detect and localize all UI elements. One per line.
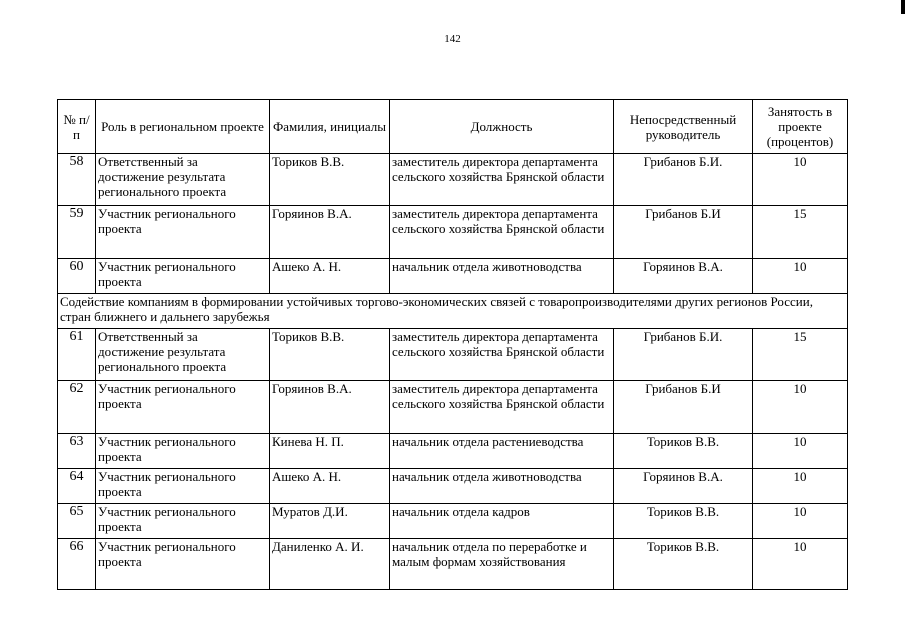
cell-role: Участник регионального проекта [96, 469, 270, 504]
table-row [58, 434, 848, 469]
cell-manager: Ториков В.В. [614, 539, 753, 590]
cell-num: 58 [58, 154, 96, 206]
cell-name: Ториков В.В. [270, 154, 390, 206]
table-row [58, 259, 848, 294]
header-load: Занятость в проекте (процентов) [753, 100, 848, 154]
table-header-row [58, 100, 848, 154]
table-row [58, 206, 848, 259]
cell-load: 10 [753, 469, 848, 504]
header-num: № п/п [58, 100, 96, 154]
cell-position: начальник отдела животноводства [390, 259, 614, 294]
cell-load: 10 [753, 154, 848, 206]
cell-position: заместитель директора департамента сельского хозяйства Брянской области [390, 206, 614, 259]
cell-num: 59 [58, 206, 96, 259]
cell-num: 66 [58, 539, 96, 590]
table-row [58, 469, 848, 504]
section-title: Содействие компаниям в формировании устойчивых торгово-экономических связей с товаропроизводителями других регионов России, стран ближнего и дальнего зарубежья [58, 294, 848, 329]
cell-position: заместитель директора департамента сельского хозяйства Брянской области [390, 154, 614, 206]
cell-name: Ашеко А. Н. [270, 259, 390, 294]
table-row [58, 381, 848, 434]
section-header-row [58, 294, 848, 329]
cell-position: начальник отдела кадров [390, 504, 614, 539]
cell-name: Даниленко А. И. [270, 539, 390, 590]
cell-num: 64 [58, 469, 96, 504]
cell-manager: Грибанов Б.И [614, 381, 753, 434]
cell-manager: Грибанов Б.И [614, 206, 753, 259]
cell-role: Ответственный за достижение результата регионального проекта [96, 154, 270, 206]
cell-name: Ториков В.В. [270, 329, 390, 381]
table-row [58, 504, 848, 539]
cell-role: Участник регионального проекта [96, 206, 270, 259]
cell-role: Участник регионального проекта [96, 539, 270, 590]
cell-manager: Горяинов В.А. [614, 469, 753, 504]
table-row [58, 539, 848, 590]
cell-load: 10 [753, 259, 848, 294]
cell-load: 15 [753, 206, 848, 259]
cell-name: Ашеко А. Н. [270, 469, 390, 504]
cell-num: 63 [58, 434, 96, 469]
table-row [58, 154, 848, 206]
cell-position: заместитель директора департамента сельского хозяйства Брянской области [390, 381, 614, 434]
page-number: 142 [444, 33, 461, 45]
cell-role: Участник регионального проекта [96, 259, 270, 294]
cell-manager: Грибанов Б.И. [614, 329, 753, 381]
cell-name: Горяинов В.А. [270, 206, 390, 259]
cell-position: начальник отдела животноводства [390, 469, 614, 504]
cell-load: 10 [753, 539, 848, 590]
cell-load: 10 [753, 504, 848, 539]
cell-role: Участник регионального проекта [96, 434, 270, 469]
cell-position: начальник отдела растениеводства [390, 434, 614, 469]
cell-num: 60 [58, 259, 96, 294]
cell-num: 61 [58, 329, 96, 381]
cell-name: Муратов Д.И. [270, 504, 390, 539]
cell-manager: Горяинов В.А. [614, 259, 753, 294]
cell-role: Ответственный за достижение результата регионального проекта [96, 329, 270, 381]
cell-role: Участник регионального проекта [96, 504, 270, 539]
cell-num: 65 [58, 504, 96, 539]
cell-manager: Ториков В.В. [614, 504, 753, 539]
page-edge-mark [901, 0, 905, 14]
cell-load: 15 [753, 329, 848, 381]
header-name: Фамилия, инициалы [270, 100, 390, 154]
header-manager: Непосредственный руководитель [614, 100, 753, 154]
cell-manager: Ториков В.В. [614, 434, 753, 469]
cell-manager: Грибанов Б.И. [614, 154, 753, 206]
project-roles-table [57, 99, 848, 590]
cell-role: Участник регионального проекта [96, 381, 270, 434]
header-position: Должность [390, 100, 614, 154]
table-row [58, 329, 848, 381]
cell-num: 62 [58, 381, 96, 434]
cell-position: заместитель директора департамента сельского хозяйства Брянской области [390, 329, 614, 381]
cell-load: 10 [753, 381, 848, 434]
cell-load: 10 [753, 434, 848, 469]
cell-name: Горяинов В.А. [270, 381, 390, 434]
header-role: Роль в региональном проекте [96, 100, 270, 154]
cell-name: Кинева Н. П. [270, 434, 390, 469]
cell-position: начальник отдела по переработке и малым формам хозяйствования [390, 539, 614, 590]
